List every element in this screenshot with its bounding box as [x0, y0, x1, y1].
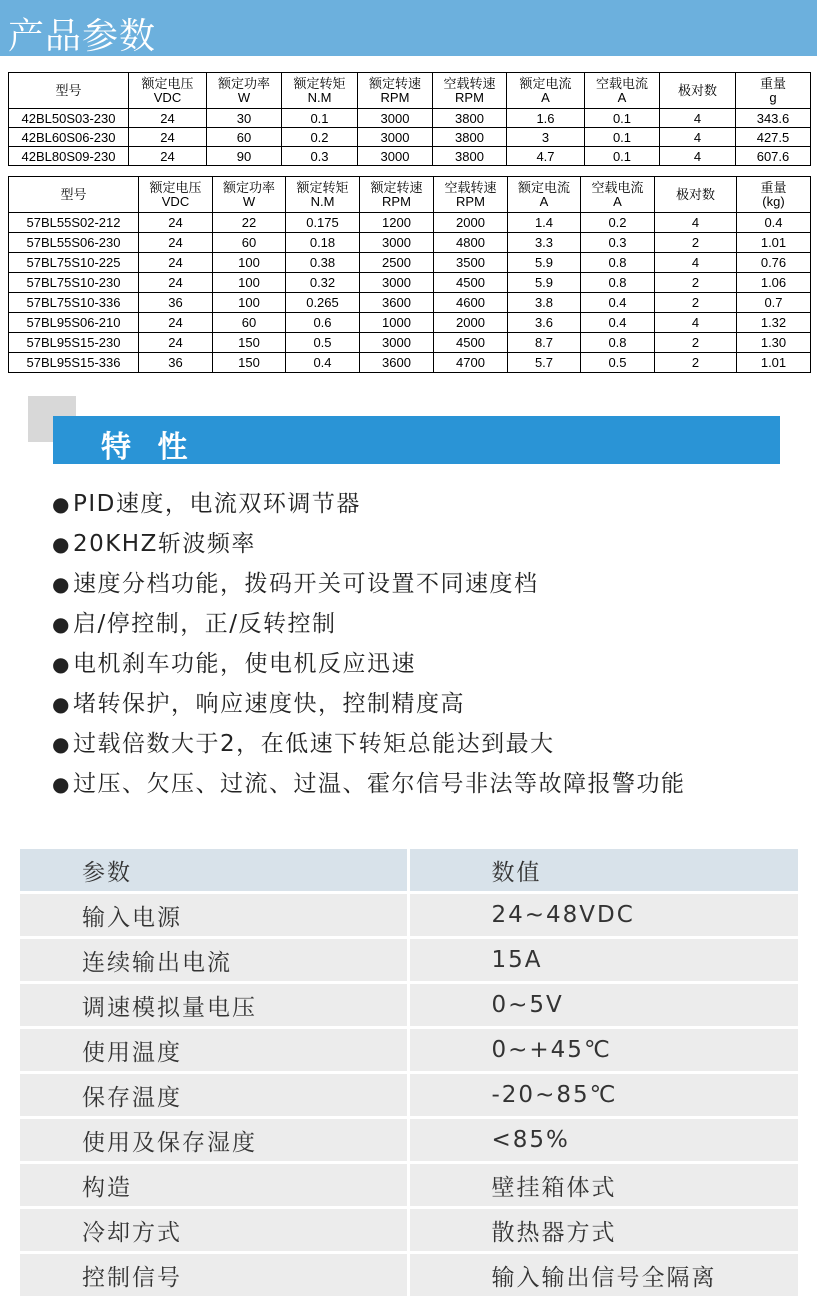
column-header-label: 型号	[55, 82, 82, 98]
column-header	[213, 177, 286, 213]
feature-item	[52, 644, 685, 684]
table-cell: 0.5	[286, 333, 360, 353]
table-header-row	[9, 73, 811, 109]
column-header	[9, 177, 139, 213]
features-title: 特 性	[101, 430, 196, 465]
param-name: 保存温度	[20, 1073, 408, 1118]
table-cell: 3	[507, 128, 585, 147]
table-cell: 57BL55S02-212	[9, 213, 139, 233]
column-header-label: 额定电压	[141, 75, 194, 91]
feature-item	[52, 724, 685, 764]
param-value: 15A	[408, 938, 798, 983]
table-cell: 36	[139, 353, 213, 373]
table-row	[9, 213, 811, 233]
column-header	[655, 177, 737, 213]
column-header-unit: A	[539, 193, 549, 209]
table-cell: 3800	[433, 147, 507, 166]
column-header-label: 额定电流	[519, 75, 572, 91]
table-row	[9, 273, 811, 293]
table-cell: 3800	[433, 128, 507, 147]
feature-text: 电机刹车功能，使电机反应迅速	[72, 651, 416, 677]
param-value: 输入输出信号全隔离	[408, 1253, 798, 1298]
param-value: 24~48VDC	[408, 893, 798, 938]
table-cell: 24	[129, 147, 207, 166]
table-cell: 0.2	[581, 213, 655, 233]
table-cell: 3000	[360, 273, 434, 293]
table-cell: 1200	[360, 213, 434, 233]
features-header-bar	[53, 416, 780, 464]
feature-text: 速度分档功能，拨码开关可设置不同速度档	[72, 571, 539, 597]
params-row	[20, 1208, 798, 1253]
table-row	[9, 353, 811, 373]
table-cell: 57BL95S06-210	[9, 313, 139, 333]
table-cell: 0.18	[286, 233, 360, 253]
column-header	[129, 73, 207, 109]
table-cell: 3500	[434, 253, 508, 273]
feature-item	[52, 484, 685, 524]
bullet-icon: ●	[52, 732, 71, 756]
column-header-unit: A	[541, 89, 550, 105]
table-cell: 150	[213, 333, 286, 353]
column-header	[9, 73, 129, 109]
table-row	[9, 147, 811, 166]
table-cell: 30	[207, 109, 282, 128]
column-header-label: 极对数	[675, 186, 715, 202]
column-header-label: 额定转矩	[293, 75, 346, 91]
params-row	[20, 938, 798, 983]
bullet-icon: ●	[52, 692, 71, 716]
bullet-icon: ●	[52, 612, 71, 636]
params-header-value: 数值	[408, 848, 798, 893]
table-cell: 0.4	[581, 313, 655, 333]
params-table	[20, 846, 798, 1299]
params-row	[20, 1163, 798, 1208]
param-name: 调速模拟量电压	[20, 983, 408, 1028]
table-cell: 24	[139, 213, 213, 233]
table-cell: 4500	[434, 333, 508, 353]
table-row	[9, 313, 811, 333]
table-cell: 3000	[358, 109, 433, 128]
column-header	[360, 177, 434, 213]
table-cell: 60	[207, 128, 282, 147]
column-header	[358, 73, 433, 109]
param-value: 散热器方式	[408, 1208, 798, 1253]
params-header-name: 参数	[20, 848, 408, 893]
feature-item	[52, 524, 685, 564]
table-cell: 3000	[358, 147, 433, 166]
column-header-label: 额定电压	[149, 179, 202, 195]
table-header-row	[9, 177, 811, 213]
table-cell: 100	[213, 273, 286, 293]
table-cell: 5.9	[508, 273, 581, 293]
spec-table-42bl	[8, 72, 811, 166]
column-header	[507, 73, 585, 109]
table-cell: 0.1	[282, 109, 358, 128]
table-cell: 1.4	[508, 213, 581, 233]
column-header-label: 额定转速	[370, 179, 423, 195]
table-cell: 36	[139, 293, 213, 313]
column-header-label: 型号	[60, 186, 87, 202]
table-cell: 1.32	[737, 313, 811, 333]
table-cell: 4	[655, 313, 737, 333]
table-cell: 24	[129, 109, 207, 128]
bullet-icon: ●	[52, 572, 71, 596]
table-cell: 2	[655, 293, 737, 313]
product-params-banner	[0, 0, 817, 56]
table-cell: 4500	[434, 273, 508, 293]
table-cell: 42BL60S06-230	[9, 128, 129, 147]
table-row	[9, 253, 811, 273]
table-cell: 427.5	[736, 128, 811, 147]
column-header	[736, 73, 811, 109]
bullet-icon: ●	[52, 492, 71, 516]
table-cell: 3.6	[508, 313, 581, 333]
table-cell: 3.8	[508, 293, 581, 313]
table-cell: 0.265	[286, 293, 360, 313]
column-header	[433, 73, 507, 109]
bullet-icon: ●	[52, 772, 71, 796]
column-header-label: 空载电流	[595, 75, 648, 91]
table-cell: 2000	[434, 313, 508, 333]
column-header-unit: A	[617, 89, 627, 105]
table-cell: 4700	[434, 353, 508, 373]
table-cell: 3000	[360, 333, 434, 353]
param-value: 0~5V	[408, 983, 798, 1028]
column-header	[286, 177, 360, 213]
table-cell: 2	[655, 273, 737, 293]
table-cell: 150	[213, 353, 286, 373]
column-header	[581, 177, 655, 213]
table-cell: 4600	[434, 293, 508, 313]
table-cell: 57BL75S10-225	[9, 253, 139, 273]
column-header-label: 重量	[759, 75, 786, 91]
table-cell: 3800	[433, 109, 507, 128]
table-cell: 3000	[360, 233, 434, 253]
table-cell: 0.4	[737, 213, 811, 233]
table-cell: 0.3	[282, 147, 358, 166]
feature-text: PID速度，电流双环调节器	[72, 491, 361, 517]
table-cell: 0.8	[581, 253, 655, 273]
table-row	[9, 293, 811, 313]
table-cell: 0.76	[737, 253, 811, 273]
banner-title: 产品参数	[8, 16, 157, 57]
column-header	[282, 73, 358, 109]
table-cell: 2	[655, 353, 737, 373]
column-header-unit: RPM	[380, 89, 410, 105]
table-row	[9, 233, 811, 253]
feature-text: 堵转保护，响应速度快，控制精度高	[72, 691, 465, 717]
column-header-label: 极对数	[677, 82, 717, 98]
param-value: 壁挂箱体式	[408, 1163, 798, 1208]
table-cell: 4	[660, 147, 736, 166]
table-cell: 343.6	[736, 109, 811, 128]
column-header-unit: g	[769, 89, 777, 105]
table-cell: 4	[655, 213, 737, 233]
table-cell: 0.4	[581, 293, 655, 313]
column-header-unit: RPM	[455, 89, 484, 105]
column-header-label: 额定转速	[368, 75, 421, 91]
table-cell: 57BL95S15-230	[9, 333, 139, 353]
table-cell: 0.8	[581, 273, 655, 293]
column-header-unit: RPM	[382, 193, 411, 209]
feature-text: 过载倍数大于2，在低速下转矩总能达到最大	[72, 731, 555, 757]
param-value: 0~+45℃	[408, 1028, 798, 1073]
feature-item	[52, 604, 685, 644]
params-row	[20, 1118, 798, 1163]
bullet-icon: ●	[52, 652, 71, 676]
table-cell: 100	[213, 253, 286, 273]
column-header	[585, 73, 660, 109]
params-row	[20, 1028, 798, 1073]
table-cell: 100	[213, 293, 286, 313]
column-header-unit: N.M	[310, 193, 335, 209]
table-cell: 1.06	[737, 273, 811, 293]
table-cell: 2000	[434, 213, 508, 233]
column-header-label: 重量	[760, 179, 787, 195]
column-header-label: 额定功率	[222, 179, 275, 195]
table-cell: 4800	[434, 233, 508, 253]
table-cell: 3000	[358, 128, 433, 147]
column-header-unit: VDC	[161, 193, 190, 209]
column-header-label: 额定转矩	[296, 179, 349, 195]
table-cell: 3600	[360, 293, 434, 313]
column-header	[660, 73, 736, 109]
table-cell: 0.5	[581, 353, 655, 373]
table-row	[9, 333, 811, 353]
column-header	[139, 177, 213, 213]
table-cell: 2	[655, 233, 737, 253]
table-cell: 24	[139, 233, 213, 253]
table-cell: 0.8	[581, 333, 655, 353]
column-header-label: 额定功率	[217, 75, 270, 91]
param-name: 使用温度	[20, 1028, 408, 1073]
table-cell: 42BL50S03-230	[9, 109, 129, 128]
table-cell: 1.6	[507, 109, 585, 128]
column-header-unit: VDC	[153, 89, 182, 105]
table-cell: 0.1	[585, 109, 660, 128]
column-header-unit: W	[242, 193, 256, 209]
table-cell: 1000	[360, 313, 434, 333]
column-header	[737, 177, 811, 213]
table-cell: 42BL80S09-230	[9, 147, 129, 166]
table-cell: 90	[207, 147, 282, 166]
params-row	[20, 893, 798, 938]
table-row	[9, 128, 811, 147]
feature-text: 20KHZ斩波频率	[72, 531, 256, 557]
table-cell: 2500	[360, 253, 434, 273]
feature-item	[52, 564, 685, 604]
table-cell: 57BL75S10-336	[9, 293, 139, 313]
params-row	[20, 1073, 798, 1118]
table-cell: 5.9	[508, 253, 581, 273]
param-name: 构造	[20, 1163, 408, 1208]
feature-text: 过压、欠压、过流、过温、霍尔信号非法等故障报警功能	[72, 771, 686, 797]
param-name: 输入电源	[20, 893, 408, 938]
column-header-unit: A	[613, 193, 622, 209]
table-cell: 5.7	[508, 353, 581, 373]
param-value: <85%	[408, 1118, 798, 1163]
table-cell: 60	[213, 233, 286, 253]
features-list	[52, 484, 685, 804]
column-header-label: 空载转速	[444, 179, 497, 195]
param-name: 使用及保存湿度	[20, 1118, 408, 1163]
param-name: 冷却方式	[20, 1208, 408, 1253]
bullet-icon: ●	[52, 532, 71, 556]
table-cell: 24	[139, 313, 213, 333]
table-cell: 2	[655, 333, 737, 353]
param-name: 控制信号	[20, 1253, 408, 1298]
table-cell: 4	[655, 253, 737, 273]
feature-item	[52, 764, 685, 804]
column-header	[207, 73, 282, 109]
table-cell: 0.1	[585, 147, 660, 166]
spec-table-57bl	[8, 176, 811, 373]
table-cell: 60	[213, 313, 286, 333]
feature-item	[52, 684, 685, 724]
param-name: 连续输出电流	[20, 938, 408, 983]
table-cell: 24	[139, 333, 213, 353]
table-cell: 0.6	[286, 313, 360, 333]
table-cell: 57BL95S15-336	[9, 353, 139, 373]
table-cell: 0.32	[286, 273, 360, 293]
table-cell: 57BL75S10-230	[9, 273, 139, 293]
table-cell: 24	[139, 273, 213, 293]
table-cell: 4.7	[507, 147, 585, 166]
table-cell: 3.3	[508, 233, 581, 253]
param-value: -20~85℃	[408, 1073, 798, 1118]
table-cell: 22	[213, 213, 286, 233]
table-cell: 1.01	[737, 353, 811, 373]
table-cell: 24	[129, 128, 207, 147]
table-cell: 0.175	[286, 213, 360, 233]
column-header-label: 额定电流	[517, 179, 570, 195]
table-cell: 0.2	[282, 128, 358, 147]
column-header	[434, 177, 508, 213]
table-cell: 1.30	[737, 333, 811, 353]
params-row	[20, 983, 798, 1028]
table-cell: 1.01	[737, 233, 811, 253]
params-row	[20, 1253, 798, 1298]
column-header-unit: N.M	[307, 89, 332, 105]
column-header	[508, 177, 581, 213]
table-cell: 0.7	[737, 293, 811, 313]
column-header-unit: (kg)	[762, 193, 785, 209]
table-cell: 8.7	[508, 333, 581, 353]
table-cell: 57BL55S06-230	[9, 233, 139, 253]
column-header-label: 空载电流	[591, 179, 644, 195]
table-row	[9, 109, 811, 128]
table-cell: 0.38	[286, 253, 360, 273]
column-header-unit: RPM	[456, 193, 485, 209]
table-cell: 607.6	[736, 147, 811, 166]
table-cell: 24	[139, 253, 213, 273]
table-cell: 4	[660, 128, 736, 147]
feature-text: 启/停控制，正/反转控制	[72, 611, 337, 637]
column-header-unit: W	[237, 89, 251, 105]
table-cell: 0.4	[286, 353, 360, 373]
table-cell: 0.3	[581, 233, 655, 253]
column-header-label: 空载转速	[443, 75, 496, 91]
params-header-row	[20, 848, 798, 893]
table-cell: 3600	[360, 353, 434, 373]
table-cell: 4	[660, 109, 736, 128]
table-cell: 0.1	[585, 128, 660, 147]
